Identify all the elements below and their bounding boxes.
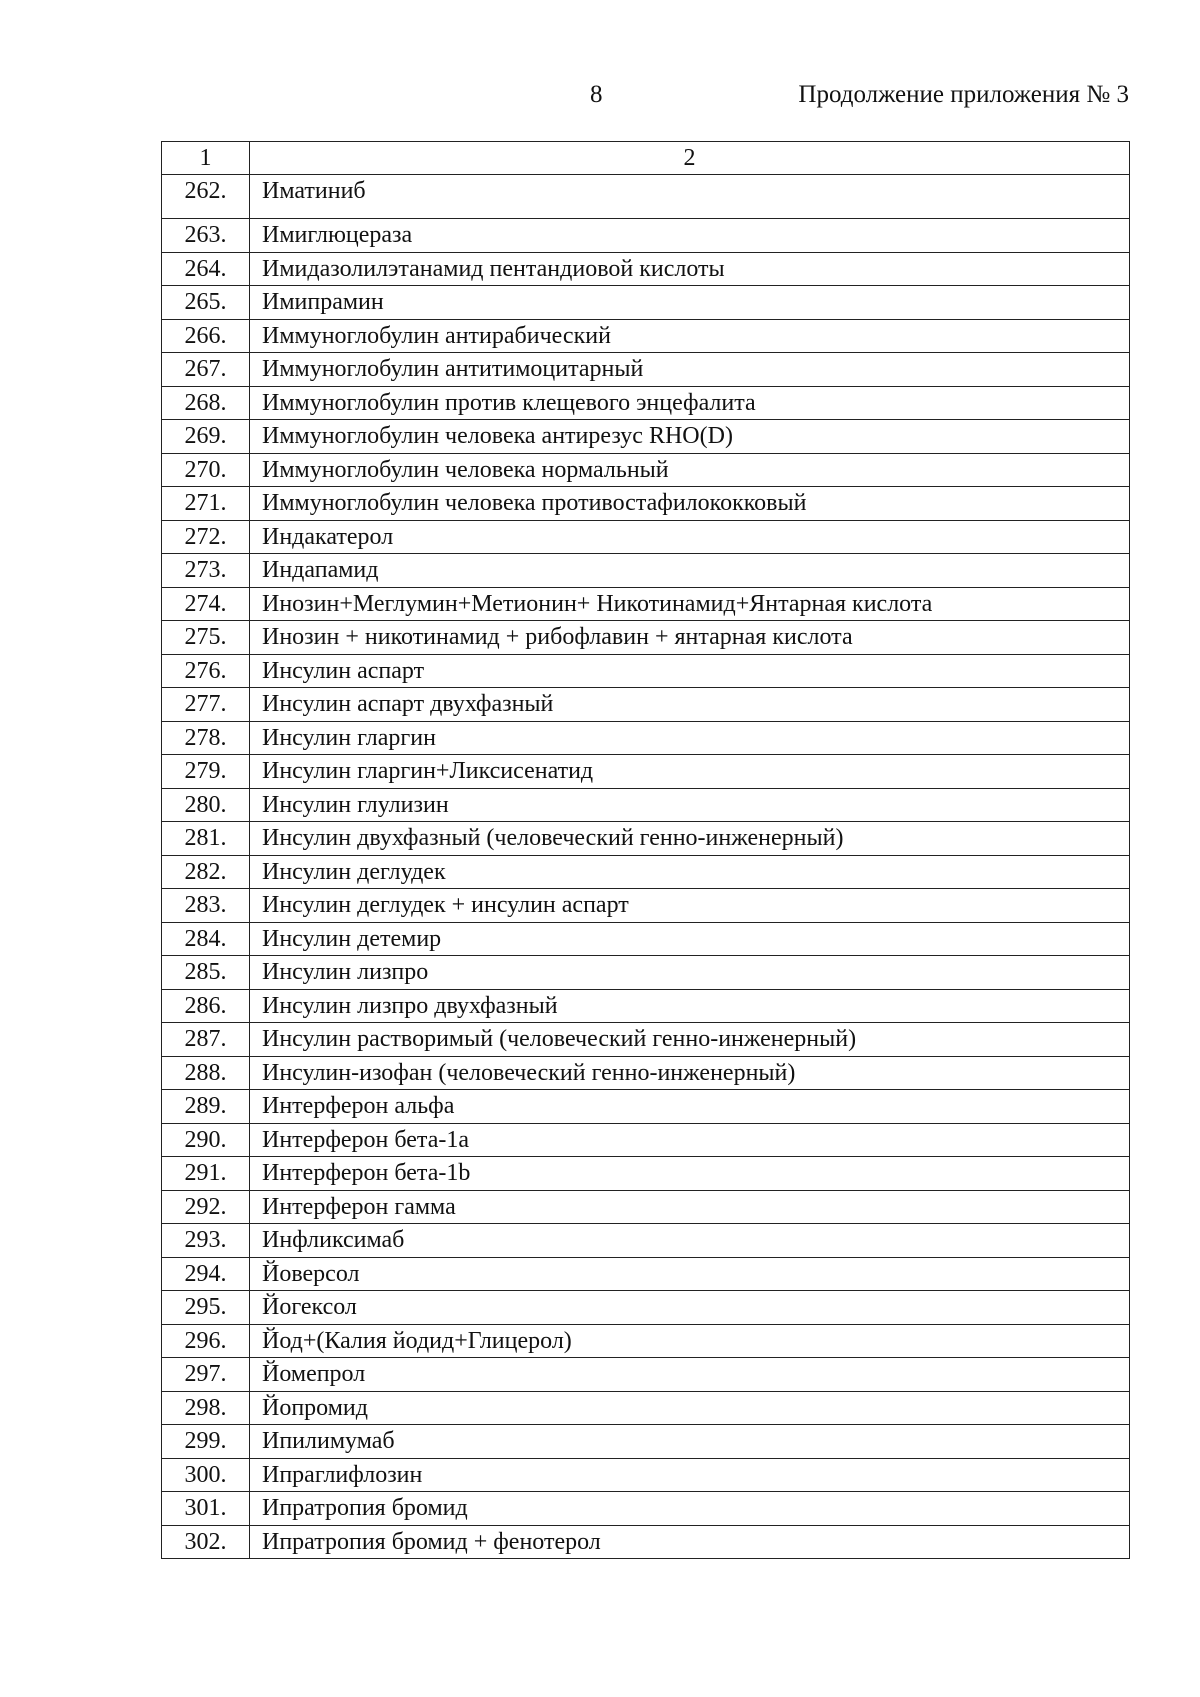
medication-name: Йогексол	[250, 1291, 1130, 1325]
table-row	[162, 922, 1130, 956]
table-row	[162, 989, 1130, 1023]
table-row	[162, 175, 1130, 219]
column-header-number: 1	[162, 142, 250, 175]
row-number: 295.	[162, 1291, 250, 1325]
medication-name: Иматиниб	[250, 175, 1130, 219]
row-number: 274.	[162, 587, 250, 621]
row-number: 262.	[162, 175, 250, 219]
medication-name: Индапамид	[250, 554, 1130, 588]
row-number: 283.	[162, 889, 250, 923]
row-number: 268.	[162, 386, 250, 420]
table-row	[162, 654, 1130, 688]
row-number: 300.	[162, 1458, 250, 1492]
medication-name: Интерферон бета-1b	[250, 1157, 1130, 1191]
row-number: 285.	[162, 956, 250, 990]
table-row	[162, 319, 1130, 353]
medication-name: Интерферон альфа	[250, 1090, 1130, 1124]
table-row	[162, 219, 1130, 253]
row-number: 277.	[162, 688, 250, 722]
table-row	[162, 1492, 1130, 1526]
medication-name: Инсулин деглудек	[250, 855, 1130, 889]
page-number: 8	[590, 81, 603, 108]
table-row	[162, 1257, 1130, 1291]
table-row	[162, 587, 1130, 621]
table-row	[162, 1425, 1130, 1459]
medication-name: Интерферон гамма	[250, 1190, 1130, 1224]
table-row	[162, 1190, 1130, 1224]
table-row	[162, 889, 1130, 923]
medication-name: Инсулин лизпро	[250, 956, 1130, 990]
medication-name: Инсулин растворимый (человеческий генно-инженерный)	[250, 1023, 1130, 1057]
medication-name: Инсулин гларгин+Ликсисенатид	[250, 755, 1130, 789]
row-number: 298.	[162, 1391, 250, 1425]
row-number: 290.	[162, 1123, 250, 1157]
table-row	[162, 688, 1130, 722]
medication-name: Инсулин двухфазный (человеческий генно-инженерный)	[250, 822, 1130, 856]
row-number: 281.	[162, 822, 250, 856]
row-number: 271.	[162, 487, 250, 521]
table-row	[162, 453, 1130, 487]
medication-name: Ипратропия бромид	[250, 1492, 1130, 1526]
medication-name: Иммуноглобулин человека противостафилококковый	[250, 487, 1130, 521]
row-number: 289.	[162, 1090, 250, 1124]
medication-name: Йоверсол	[250, 1257, 1130, 1291]
medication-name: Инсулин лизпро двухфазный	[250, 989, 1130, 1023]
table-header-row	[162, 142, 1130, 175]
medication-name: Инсулин гларгин	[250, 721, 1130, 755]
table-row	[162, 520, 1130, 554]
table-row	[162, 755, 1130, 789]
table-row	[162, 554, 1130, 588]
medication-name: Инсулин-изофан (человеческий генно-инженерный)	[250, 1056, 1130, 1090]
row-number: 275.	[162, 621, 250, 655]
medication-name: Имиглюцераза	[250, 219, 1130, 253]
medication-name: Ипратропия бромид + фенотерол	[250, 1525, 1130, 1559]
table-row	[162, 855, 1130, 889]
table-row	[162, 1391, 1130, 1425]
medication-name: Индакатерол	[250, 520, 1130, 554]
table-row	[162, 1090, 1130, 1124]
medication-name: Инсулин деглудек + инсулин аспарт	[250, 889, 1130, 923]
row-number: 264.	[162, 252, 250, 286]
row-number: 276.	[162, 654, 250, 688]
table-row	[162, 1291, 1130, 1325]
medication-name: Иммуноглобулин антирабический	[250, 319, 1130, 353]
medication-name: Имидазолилэтанамид пентандиовой кислоты	[250, 252, 1130, 286]
table-row	[162, 822, 1130, 856]
table-row	[162, 956, 1130, 990]
medication-name: Инозин+Меглумин+Метионин+ Никотинамид+Янтарная кислота	[250, 587, 1130, 621]
row-number: 279.	[162, 755, 250, 789]
table-row	[162, 1525, 1130, 1559]
medication-name: Иммуноглобулин антитимоцитарный	[250, 353, 1130, 387]
medication-name: Йомепрол	[250, 1358, 1130, 1392]
medication-table	[161, 141, 1130, 1559]
medication-name: Ипилимумаб	[250, 1425, 1130, 1459]
table-row	[162, 386, 1130, 420]
table-row	[162, 1157, 1130, 1191]
row-number: 293.	[162, 1224, 250, 1258]
row-number: 270.	[162, 453, 250, 487]
row-number: 302.	[162, 1525, 250, 1559]
row-number: 278.	[162, 721, 250, 755]
row-number: 297.	[162, 1358, 250, 1392]
row-number: 282.	[162, 855, 250, 889]
medication-name: Ипраглифлозин	[250, 1458, 1130, 1492]
medication-name: Инсулин аспарт	[250, 654, 1130, 688]
row-number: 272.	[162, 520, 250, 554]
table-row	[162, 286, 1130, 320]
row-number: 280.	[162, 788, 250, 822]
row-number: 288.	[162, 1056, 250, 1090]
table-row	[162, 1224, 1130, 1258]
table-row	[162, 353, 1130, 387]
appendix-continuation-label: Продолжение приложения № 3	[798, 81, 1129, 108]
table-row	[162, 621, 1130, 655]
row-number: 266.	[162, 319, 250, 353]
medication-name: Иммуноглобулин человека антирезус RHO(D)	[250, 420, 1130, 454]
row-number: 292.	[162, 1190, 250, 1224]
row-number: 269.	[162, 420, 250, 454]
medication-name: Инсулин аспарт двухфазный	[250, 688, 1130, 722]
medication-name: Инсулин детемир	[250, 922, 1130, 956]
row-number: 284.	[162, 922, 250, 956]
table-row	[162, 252, 1130, 286]
table-row	[162, 1358, 1130, 1392]
table-body	[162, 175, 1130, 1559]
row-number: 301.	[162, 1492, 250, 1526]
table-row	[162, 1324, 1130, 1358]
medication-name: Инозин + никотинамид + рибофлавин + янтарная кислота	[250, 621, 1130, 655]
table-row	[162, 420, 1130, 454]
table-row	[162, 1056, 1130, 1090]
row-number: 267.	[162, 353, 250, 387]
row-number: 296.	[162, 1324, 250, 1358]
row-number: 287.	[162, 1023, 250, 1057]
table-row	[162, 1123, 1130, 1157]
column-header-name: 2	[250, 142, 1130, 175]
row-number: 263.	[162, 219, 250, 253]
table-row	[162, 721, 1130, 755]
medication-name: Имипрамин	[250, 286, 1130, 320]
medication-name: Иммуноглобулин человека нормальный	[250, 453, 1130, 487]
row-number: 294.	[162, 1257, 250, 1291]
medication-name: Иммуноглобулин против клещевого энцефалита	[250, 386, 1130, 420]
table-row	[162, 487, 1130, 521]
row-number: 299.	[162, 1425, 250, 1459]
medication-name: Инфликсимаб	[250, 1224, 1130, 1258]
row-number: 286.	[162, 989, 250, 1023]
row-number: 291.	[162, 1157, 250, 1191]
table-row	[162, 1023, 1130, 1057]
medication-name: Йод+(Калия йодид+Глицерол)	[250, 1324, 1130, 1358]
table-row	[162, 1458, 1130, 1492]
row-number: 265.	[162, 286, 250, 320]
medication-name: Интерферон бета-1а	[250, 1123, 1130, 1157]
row-number: 273.	[162, 554, 250, 588]
medication-name: Инсулин глулизин	[250, 788, 1130, 822]
medication-name: Йопромид	[250, 1391, 1130, 1425]
table-row	[162, 788, 1130, 822]
